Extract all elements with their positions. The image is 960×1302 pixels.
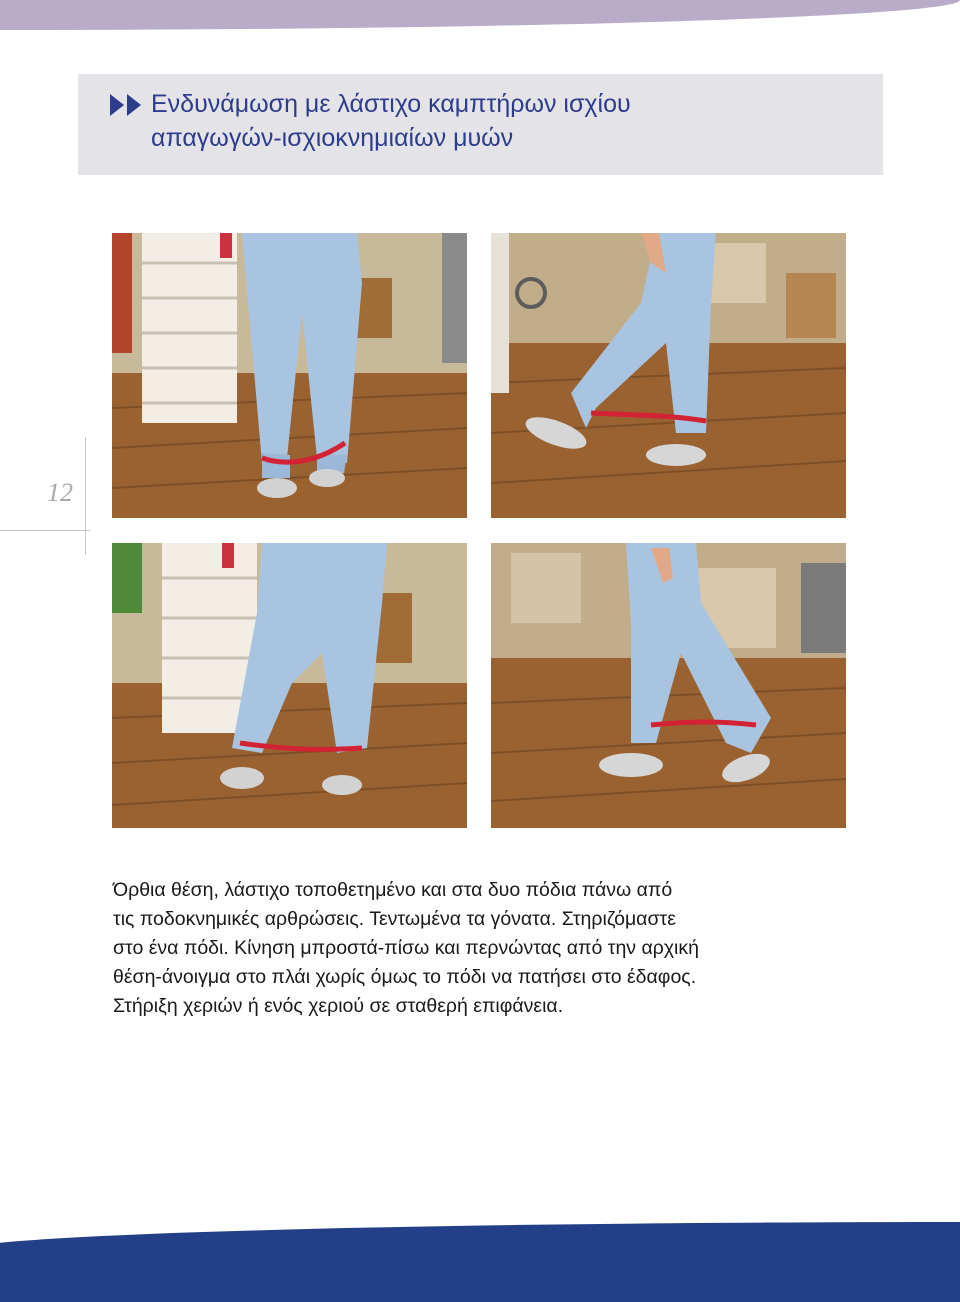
- photo-standing-band-at-ankles: [112, 233, 467, 518]
- double-arrow-icon: [110, 94, 146, 116]
- top-decorative-band: [0, 0, 960, 30]
- title-line-2: απαγωγών-ισχιοκνημιαίων μυών: [151, 124, 514, 152]
- photo-leg-abducted-sideways: [112, 543, 467, 828]
- page-title: [151, 87, 871, 155]
- caption-line-3: στο ένα πόδι. Κίνηση μπροστά-πίσω και περνώντας από την αρχική: [113, 937, 699, 959]
- exercise-photo-icon: [112, 233, 467, 518]
- bottom-decorative-band: [0, 1222, 960, 1302]
- exercise-photo-icon: [491, 543, 846, 828]
- photo-leg-swing-backward: [491, 543, 846, 828]
- exercise-description: [113, 876, 853, 1021]
- caption-line-4: θέση-άνοιγμα στο πλάι χωρίς όμως το πόδι να πατήσει στο έδαφος.: [113, 966, 697, 988]
- caption-line-1: Όρθια θέση, λάστιχο τοποθετημένο και στα δυο πόδια πάνω από: [113, 879, 673, 901]
- caption-line-5: Στήριξη χεριών ή ενός χεριού σε σταθερή επιφάνεια.: [113, 995, 564, 1017]
- page-number: 12: [47, 478, 73, 507]
- exercise-photo-icon: [112, 543, 467, 828]
- page-number-rule-vertical: [85, 437, 86, 555]
- photo-leg-swing-forward: [491, 233, 846, 518]
- exercise-photo-icon: [491, 233, 846, 518]
- page-number-rule-horizontal: [0, 530, 90, 531]
- title-line-1: Ενδυνάμωση με λάστιχο καμπτήρων ισχίου: [151, 90, 631, 118]
- caption-line-2: τις ποδοκνημικές αρθρώσεις. Τεντωμένα τα γόνατα. Στηριζόμαστε: [113, 908, 676, 930]
